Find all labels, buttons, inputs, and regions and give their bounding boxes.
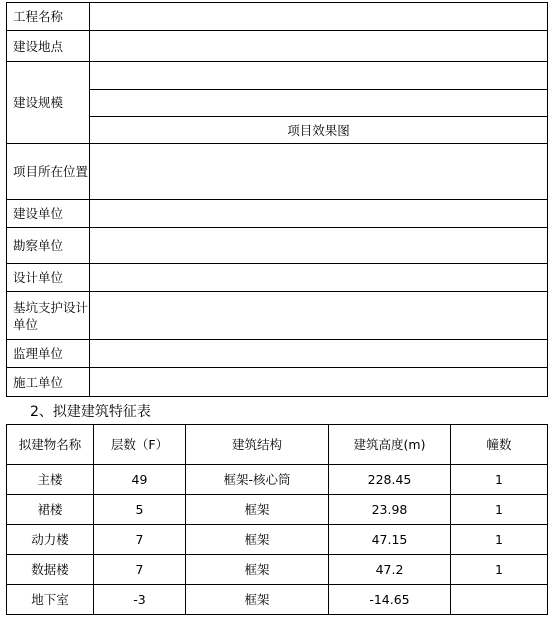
cell-count: 1 xyxy=(451,495,548,525)
cell-height: 228.45 xyxy=(329,465,451,495)
pit-support-value xyxy=(90,292,548,340)
cell-structure: 框架 xyxy=(186,585,329,615)
cell-floors: 5 xyxy=(94,495,186,525)
cell-height: -14.65 xyxy=(329,585,451,615)
position-label: 项目所在位置 xyxy=(7,144,90,200)
cell-building-name: 数据楼 xyxy=(7,555,94,585)
pit-support-label: 基坑支护设计单位 xyxy=(7,292,90,340)
cell-floors: 49 xyxy=(94,465,186,495)
table-row xyxy=(7,525,548,555)
rendering-label: 项目效果图 xyxy=(90,117,548,144)
table-row xyxy=(7,555,548,585)
cell-height: 47.2 xyxy=(329,555,451,585)
cell-height: 47.15 xyxy=(329,525,451,555)
construction-value xyxy=(90,368,548,397)
survey-value xyxy=(90,228,548,264)
cell-building-name: 动力楼 xyxy=(7,525,94,555)
project-name-label: 工程名称 xyxy=(7,3,90,31)
project-info-table xyxy=(6,2,548,397)
cell-structure: 框架 xyxy=(186,495,329,525)
design-value xyxy=(90,264,548,292)
table-row xyxy=(7,495,548,525)
section-heading: 2、拟建建筑特征表 xyxy=(30,404,151,420)
header-floors: 层数（F） xyxy=(94,425,186,465)
cell-count xyxy=(451,585,548,615)
position-value xyxy=(90,144,548,200)
location-label: 建设地点 xyxy=(7,31,90,62)
cell-floors: -3 xyxy=(94,585,186,615)
owner-label: 建设单位 xyxy=(7,200,90,228)
cell-structure: 框架-核心筒 xyxy=(186,465,329,495)
table-row xyxy=(7,465,548,495)
cell-count: 1 xyxy=(451,525,548,555)
header-structure: 建筑结构 xyxy=(186,425,329,465)
scale-label: 建设规模 xyxy=(7,62,90,144)
cell-building-name: 裙楼 xyxy=(7,495,94,525)
header-count: 幢数 xyxy=(451,425,548,465)
cell-structure: 框架 xyxy=(186,555,329,585)
owner-value xyxy=(90,200,548,228)
cell-height: 23.98 xyxy=(329,495,451,525)
cell-floors: 7 xyxy=(94,525,186,555)
design-label: 设计单位 xyxy=(7,264,90,292)
header-height: 建筑高度(m) xyxy=(329,425,451,465)
survey-label: 勘察单位 xyxy=(7,228,90,264)
table-row xyxy=(7,585,548,615)
supervision-value xyxy=(90,340,548,368)
construction-label: 施工单位 xyxy=(7,368,90,397)
cell-count: 1 xyxy=(451,555,548,585)
header-building-name: 拟建物名称 xyxy=(7,425,94,465)
scale-value-2 xyxy=(90,90,548,117)
table-header-row xyxy=(7,425,548,465)
cell-floors: 7 xyxy=(94,555,186,585)
cell-building-name: 主楼 xyxy=(7,465,94,495)
location-value xyxy=(90,31,548,62)
building-features-table xyxy=(6,424,548,615)
cell-building-name: 地下室 xyxy=(7,585,94,615)
cell-structure: 框架 xyxy=(186,525,329,555)
scale-value-1 xyxy=(90,62,548,90)
project-name-value xyxy=(90,3,548,31)
cell-count: 1 xyxy=(451,465,548,495)
supervision-label: 监理单位 xyxy=(7,340,90,368)
